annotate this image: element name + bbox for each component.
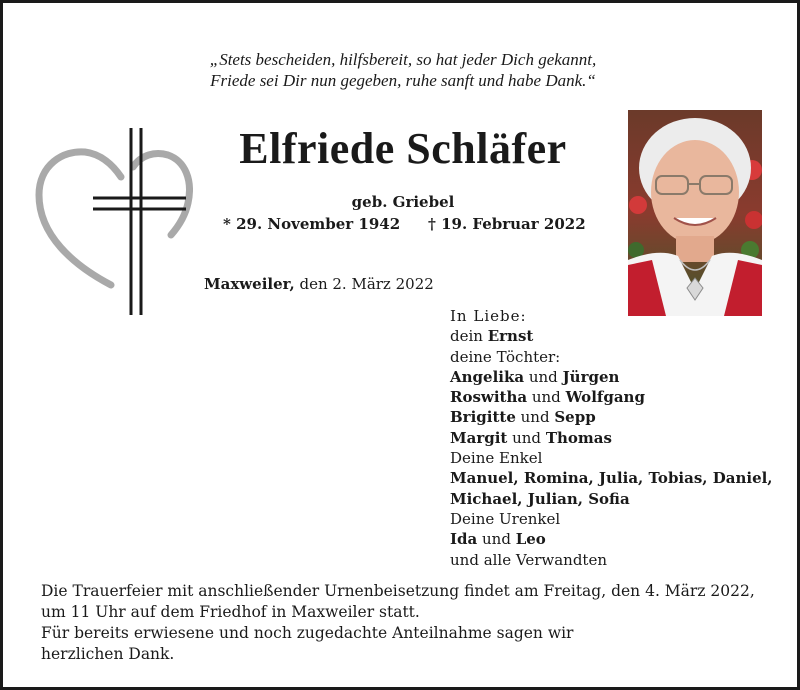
funeral-information bbox=[41, 581, 781, 665]
mourner-name: Michael, Julian, Sofia bbox=[450, 489, 630, 508]
mourner-text: und bbox=[507, 428, 546, 447]
mourner-row bbox=[450, 468, 773, 488]
mourner-row bbox=[450, 448, 773, 468]
mourner-row bbox=[450, 550, 773, 570]
mourner-row bbox=[450, 367, 773, 387]
notice-date: den 2. März 2022 bbox=[294, 275, 434, 293]
mourner-text: Deine Enkel bbox=[450, 449, 543, 468]
place-name: Maxweiler, bbox=[204, 275, 295, 293]
quote-line-2: Friede sei Dir nun gegeben, ruhe sanft und habe Dank.“ bbox=[210, 71, 596, 90]
portrait-photo bbox=[628, 110, 762, 316]
place-and-date bbox=[204, 275, 434, 293]
mourner-text: und bbox=[515, 408, 555, 427]
mourner-name: Sepp bbox=[554, 408, 596, 427]
footer-line-4: herzlichen Dank. bbox=[41, 645, 175, 663]
birth-name: geb. Griebel bbox=[351, 193, 455, 211]
mourner-row bbox=[450, 407, 773, 427]
mourner-text: und alle Verwandten bbox=[450, 550, 607, 569]
mourner-name: Wolfgang bbox=[565, 388, 645, 407]
mourner-name: Manuel, Romina, Julia, Tobias, Daniel, bbox=[450, 469, 773, 488]
mourner-name: Jürgen bbox=[562, 367, 620, 386]
mourner-name: Angelika bbox=[450, 367, 525, 386]
mourner-text: und bbox=[477, 530, 516, 549]
mourner-text: Deine Urenkel bbox=[450, 509, 561, 528]
mourner-name: Leo bbox=[515, 530, 546, 549]
mourner-row bbox=[450, 347, 773, 367]
mourner-row bbox=[450, 428, 773, 448]
mourner-row bbox=[450, 387, 773, 407]
birth-date: * 29. November 1942 bbox=[223, 215, 401, 233]
mourners-intro: In Liebe: bbox=[450, 307, 527, 325]
mourner-name: Margit bbox=[450, 428, 508, 447]
mourner-text: dein bbox=[450, 327, 488, 346]
mourner-name: Ida bbox=[450, 530, 478, 549]
mourner-name: Brigitte bbox=[450, 408, 516, 427]
mourner-name: Ernst bbox=[487, 327, 534, 346]
mourner-row bbox=[450, 529, 773, 549]
mourner-row bbox=[450, 509, 773, 529]
mourner-text: und bbox=[527, 388, 566, 407]
mourner-row bbox=[450, 326, 773, 346]
mourner-row bbox=[450, 489, 773, 509]
mourner-text: und bbox=[524, 367, 563, 386]
mourner-name: Roswitha bbox=[450, 388, 528, 407]
mourners-list bbox=[450, 306, 773, 570]
mourner-text: deine Töchter: bbox=[450, 347, 561, 366]
deceased-name: Elfriede Schläfer bbox=[239, 124, 567, 173]
footer-line-3: Für bereits erwiesene und noch zugedachte Anteilnahme sagen wir bbox=[41, 624, 574, 642]
footer-line-1: Die Trauerfeier mit anschließender Urnenbeisetzung findet am Freitag, den 4. März 2022, bbox=[41, 582, 755, 600]
death-date: † 19. Februar 2022 bbox=[428, 215, 586, 233]
footer-line-2: um 11 Uhr auf dem Friedhof in Maxweiler statt. bbox=[41, 603, 420, 621]
mourner-name: Thomas bbox=[545, 428, 612, 447]
heart-cross-icon bbox=[33, 125, 193, 320]
quote-line-1: „Stets bescheiden, hilfsbereit, so hat jeder Dich gekannt, bbox=[209, 50, 597, 69]
